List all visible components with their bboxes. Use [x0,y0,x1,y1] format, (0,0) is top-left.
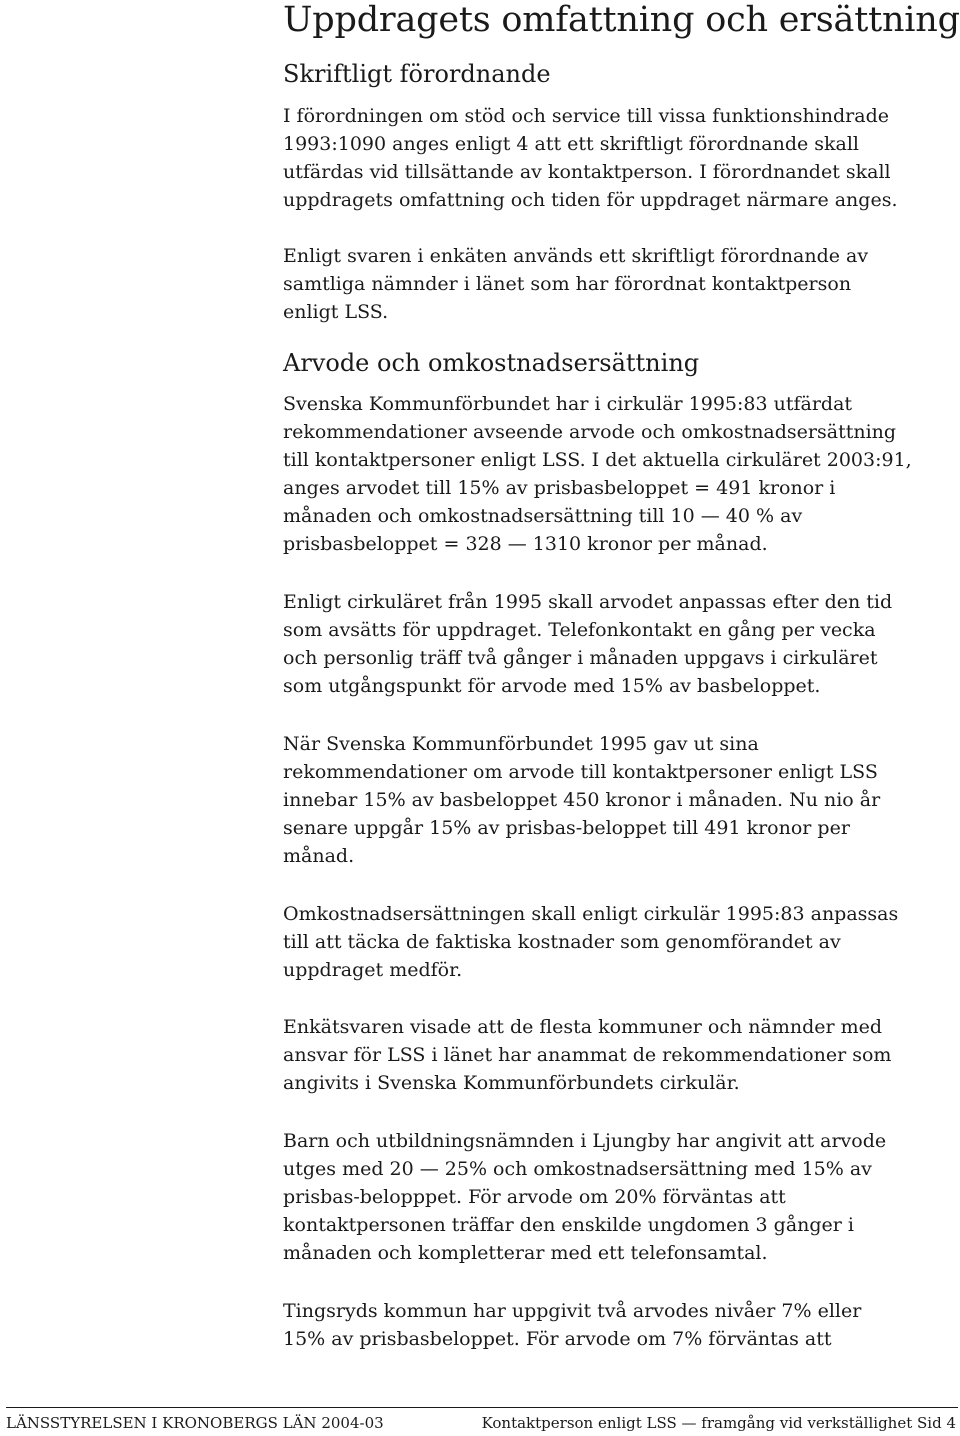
page-footer [0,1396,960,1436]
text-line: utfärdas vid tillsättande av kontaktperson. I förordnandet skall [283,161,891,183]
text-line: Enligt svaren i enkäten används ett skriftligt förordnande av [283,245,869,267]
section-heading-arvode: Arvode och omkostnadsersättning [283,349,700,377]
section-heading-skriftligt-forordnande: Skriftligt förordnande [283,60,551,88]
paragraph [283,242,955,326]
text-line: till kontaktpersoner enligt LSS. I det aktuella cirkuläret 2003:91, [283,449,912,471]
text-line: Omkostnadsersättningen skall enligt cirkulär 1995:83 anpassas [283,903,899,925]
text-line: som avsätts för uppdraget. Telefonkontakt en gång per vecka [283,619,876,641]
text-line: månad. [283,845,355,867]
text-line: och personlig träff två gånger i månaden uppgavs i cirkuläret [283,647,878,669]
paragraph [283,390,955,558]
page-title: Uppdragets omfattning och ersättning [283,0,960,40]
footer-divider [6,1407,958,1408]
paragraph [283,1013,955,1097]
text-line: till att täcka de faktiska kostnader som genomförandet av [283,931,841,953]
paragraph [283,588,955,700]
text-line: Enkätsvaren visade att de flesta kommuner och nämnder med [283,1016,883,1038]
text-line: När Svenska Kommunförbundet 1995 gav ut sina [283,733,759,755]
text-line: angivits i Svenska Kommunförbundets cirkulär. [283,1072,740,1094]
text-line: enligt LSS. [283,301,389,323]
text-line: prisbasbeloppet = 328 — 1310 kronor per månad. [283,533,768,555]
text-line: prisbas-belopppet. För arvode om 20% förväntas att [283,1186,786,1208]
text-line: som utgångspunkt för arvode med 15% av basbeloppet. [283,675,821,697]
text-line: månaden och omkostnadsersättning till 10 — 40 % av [283,505,803,527]
text-line: kontaktpersonen träffar den enskilde ungdomen 3 gånger i [283,1214,854,1236]
text-line: innebar 15% av basbeloppet 450 kronor i månaden. Nu nio år [283,789,881,811]
text-line: 15% av prisbasbeloppet. För arvode om 7% förväntas att [283,1328,832,1350]
text-line: utges med 20 — 25% och omkostnadsersättning med 15% av [283,1158,872,1180]
text-line: anges arvodet till 15% av prisbasbeloppet = 491 kronor i [283,477,836,499]
text-line: rekommendationer avseende arvode och omkostnadsersättning [283,421,897,443]
text-line: rekommendationer om arvode till kontaktpersoner enligt LSS [283,761,878,783]
text-line: uppdragets omfattning och tiden för uppdraget närmare anges. [283,189,898,211]
text-line: I förordningen om stöd och service till vissa funktionshindrade [283,105,889,127]
text-line: senare uppgår 15% av prisbas-beloppet till 491 kronor per [283,817,850,839]
text-line: Enligt cirkuläret från 1995 skall arvodet anpassas efter den tid [283,591,893,613]
paragraph [283,900,955,984]
footer-document-info: Kontaktperson enligt LSS — framgång vid verkställighet Sid 4 [481,1414,956,1432]
text-line: Barn och utbildningsnämnden i Ljungby har angivit att arvode [283,1130,887,1152]
text-line: Tingsryds kommun har uppgivit två arvodes nivåer 7% eller [283,1300,862,1322]
paragraph [283,730,955,870]
paragraph [283,1127,955,1267]
paragraph [283,102,955,214]
text-line: uppdraget medför. [283,959,463,981]
text-line: 1993:1090 anges enligt 4 att ett skriftligt förordnande skall [283,133,860,155]
text-line: Svenska Kommunförbundet har i cirkulär 1995:83 utfärdat [283,393,853,415]
paragraph [283,1297,955,1353]
text-line: samtliga nämnder i länet som har förordnat kontaktperson [283,273,852,295]
text-line: månaden och kompletterar med ett telefonsamtal. [283,1242,768,1264]
footer-organization: LÄNSSTYRELSEN I KRONOBERGS LÄN 2004-03 [6,1414,384,1432]
text-line: ansvar för LSS i länet har anammat de rekommendationer som [283,1044,892,1066]
